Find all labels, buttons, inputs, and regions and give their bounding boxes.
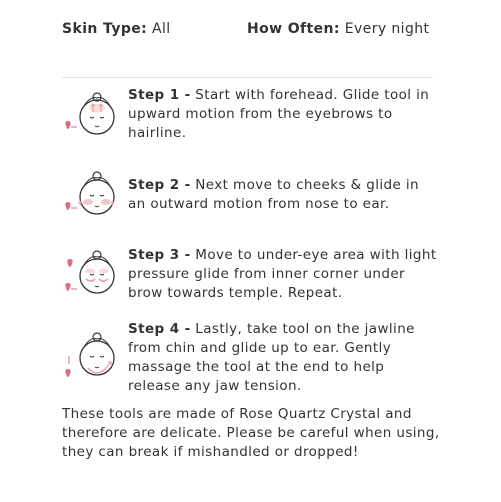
step-3-label: Step 3 -: [128, 247, 191, 263]
step-4: [128, 320, 438, 396]
skin-type-label: Skin Type:: [62, 21, 148, 37]
step-4-text: Lastly, take tool on the jawline from chin and glide up to ear. Gently massage the tool at the end to help release any jaw tension.: [128, 321, 415, 394]
skin-type: [62, 21, 171, 37]
step-2: [128, 176, 438, 214]
face-forehead-icon: [62, 88, 116, 144]
skin-type-value: All: [152, 21, 171, 37]
step-1: [128, 86, 438, 143]
step-2-label: Step 2 -: [128, 177, 191, 193]
face-jawline-icon: [62, 330, 116, 386]
divider: [62, 77, 433, 78]
care-note: These tools are made of Rose Quartz Crystal and therefore are delicate. Please be careful when using, they can break if mishandled or dropped!: [62, 406, 440, 460]
step-3-text: Move to under-eye area with light pressure glide from inner corner under brow towards temple. Repeat.: [128, 247, 437, 301]
face-under-eye-icon: [62, 246, 116, 302]
step-2-text: Next move to cheeks & glide in an outward motion from nose to ear.: [128, 177, 419, 212]
step-4-label: Step 4 -: [128, 321, 191, 337]
step-1-text: Start with forehead. Glide tool in upward motion from the eyebrows to hairline.: [128, 87, 430, 141]
how-often: [247, 21, 429, 37]
how-often-label: How Often:: [247, 21, 340, 37]
step-3: [128, 246, 438, 303]
step-1-label: Step 1 -: [128, 87, 191, 103]
face-cheeks-icon: [62, 166, 116, 222]
how-often-value: Every night: [344, 21, 430, 37]
